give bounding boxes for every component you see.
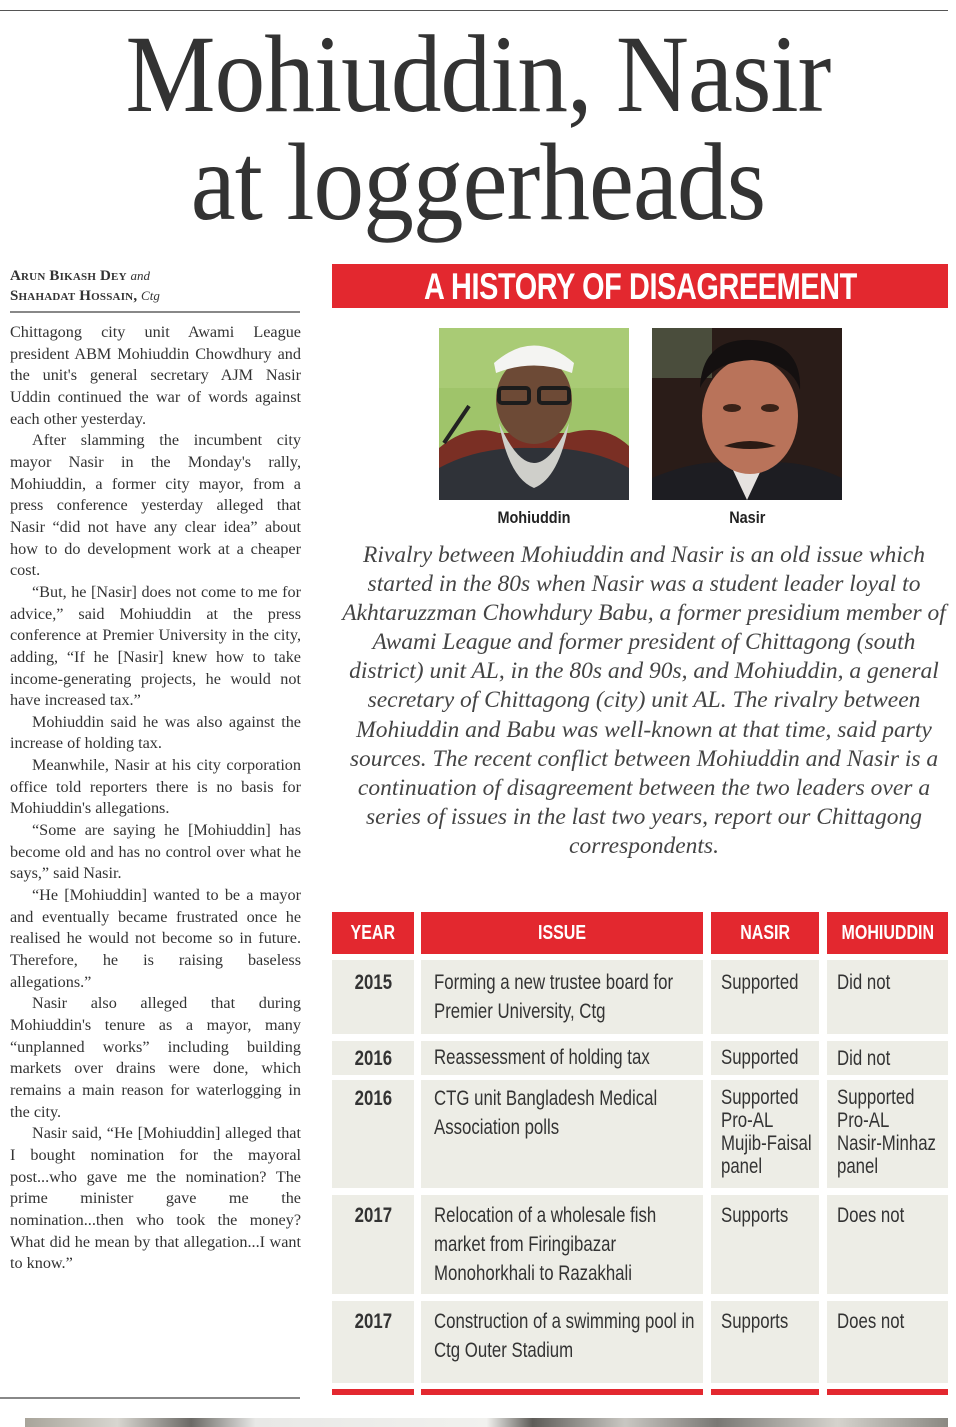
table-row-0-nasir bbox=[711, 960, 819, 1034]
table-row-4-year bbox=[332, 1301, 414, 1383]
photo-nasir bbox=[652, 328, 842, 500]
article-paragraph: Nasir also alleged that during Mohiuddin's tenure as a mayor, many “unplanned works” including building markets over drains were done, which remains a main reason for waterlogging in the city. bbox=[10, 994, 301, 1121]
byline-divider bbox=[10, 311, 300, 313]
table-row-4-nasir bbox=[711, 1301, 819, 1383]
caption-text: Nasir bbox=[728, 508, 766, 527]
header-mohiuddin bbox=[827, 912, 948, 954]
table-footer-bar bbox=[332, 1389, 414, 1395]
issue-text: Forming a new trustee board for bbox=[434, 971, 674, 994]
stance-text: panel bbox=[837, 1155, 879, 1178]
sidebar-intro: Rivalry between Mohiuddin and Nasir is an old issue which started in the 80s when Nasir was a student leader loyal to Akhtaruzzman Chowhdury Babu, a former presidium member of Awami League and former president of Chittagong (south district) unit AL, in the 80s and 90s, and Mohiuddin, a general secretary of Chittagong (city) unit AL. The rivalry between Mohiuddin and Babu was well-known at that time, said party sources. The recent conflict between Mohiuddin and Nasir is a continuation of disagreement between the two leaders over a series of issues in the last two years, report our Chittagong correspondents. bbox=[342, 542, 946, 859]
issue-text: Ctg Outer Stadium bbox=[434, 1339, 574, 1362]
table-row-0-mohiuddin bbox=[827, 960, 948, 1034]
stance-text: Supported bbox=[837, 1086, 915, 1109]
table-row-3-mohiuddin bbox=[827, 1195, 948, 1294]
byline-location: Ctg bbox=[141, 288, 160, 303]
byline-conjunction: and bbox=[130, 268, 150, 283]
year-value: 2016 bbox=[354, 1087, 392, 1110]
stance-text: Supported bbox=[721, 1046, 799, 1069]
article-paragraph: Chittagong city unit Awami League president ABM Mohiuddin Chowdhury and the unit's general secretary AJM Nasir Uddin continued the war of words against each other yesterday. bbox=[10, 323, 301, 428]
photo-caption-mohiuddin bbox=[439, 508, 629, 528]
issue-text: Premier University, Ctg bbox=[434, 1000, 606, 1023]
stance-text: Supported bbox=[721, 971, 799, 994]
issue-text: market from Firingibazar bbox=[434, 1233, 617, 1256]
issue-text: Reassessment of holding tax bbox=[434, 1046, 650, 1069]
article-end-divider bbox=[0, 1397, 300, 1399]
stance-text: panel bbox=[721, 1155, 763, 1178]
table-row-2-nasir bbox=[711, 1080, 819, 1188]
table-row-3-year bbox=[332, 1195, 414, 1294]
sidebar-banner bbox=[332, 264, 948, 308]
article-paragraph: Mohiuddin said he was also against the increase of holding tax. bbox=[10, 712, 301, 753]
header-year bbox=[332, 912, 414, 954]
header-label: MOHIUDDIN bbox=[841, 922, 934, 944]
next-story-photo-strip bbox=[25, 1418, 948, 1427]
portrait-photo-icon bbox=[439, 328, 629, 500]
table-row-1-mohiuddin bbox=[827, 1041, 948, 1075]
year-value: 2017 bbox=[354, 1204, 392, 1227]
header-label: NASIR bbox=[740, 922, 790, 944]
table-footer-bar bbox=[711, 1389, 819, 1395]
article-paragraph: After slamming the incumbent city mayor Nasir in the Monday's rally, Mohiuddin, a former city mayor, from a press conference yesterday alleged that Nasir “did not have any clear idea” about how to do development work at a cheaper cost. bbox=[10, 431, 301, 580]
banner-title: A HISTORY OF DISAGREEMENT bbox=[423, 266, 857, 307]
table-row-4-issue bbox=[421, 1301, 703, 1383]
table-row-0-issue bbox=[421, 960, 703, 1034]
article-paragraph: Meanwhile, Nasir at his city corporation office told reporters there is no basis for Mohiuddin's allegations. bbox=[10, 756, 301, 818]
year-value: 2017 bbox=[354, 1310, 392, 1333]
table-row-3-nasir bbox=[711, 1195, 819, 1294]
photo-mohiuddin bbox=[439, 328, 629, 500]
header-label: YEAR bbox=[350, 922, 396, 944]
article-paragraph: Nasir said, “He [Mohiuddin] alleged that I bought nomination for the mayoral post...who gave me the nomination? The prime minister gave me the nomination...then who took the money? What did he mean by that allegation...I want to know.” bbox=[10, 1124, 301, 1273]
stance-text: Pro-AL bbox=[721, 1109, 774, 1132]
issue-text: CTG unit Bangladesh Medical bbox=[434, 1087, 658, 1110]
table-row-2-issue bbox=[421, 1080, 703, 1188]
year-value: 2016 bbox=[354, 1047, 392, 1070]
top-rule bbox=[0, 10, 948, 11]
article-body bbox=[10, 322, 301, 1275]
table-row-4-mohiuddin bbox=[827, 1301, 948, 1383]
table-row-1-nasir bbox=[711, 1041, 819, 1075]
caption-text: Mohiuddin bbox=[497, 508, 571, 527]
stance-text: Mujib-Faisal bbox=[721, 1132, 812, 1155]
stance-text: Supported bbox=[721, 1086, 799, 1109]
stance-text: Does not bbox=[837, 1310, 905, 1333]
byline bbox=[10, 266, 300, 306]
header-issue bbox=[421, 912, 703, 954]
header-nasir bbox=[711, 912, 819, 954]
table-row-1-year bbox=[332, 1041, 414, 1075]
author-2: Shahadat Hossain, bbox=[10, 288, 138, 304]
stance-text: Did not bbox=[837, 971, 891, 994]
article-paragraph: “Some are saying he [Mohiuddin] has become old and has no control over what he says,” said Nasir. bbox=[10, 821, 301, 883]
stance-text: Nasir-Minhaz bbox=[837, 1132, 936, 1155]
stance-text: Supports bbox=[721, 1204, 789, 1227]
table-row-0-year bbox=[332, 960, 414, 1034]
portrait-photo-icon bbox=[652, 328, 842, 500]
table-row-1-issue bbox=[421, 1041, 703, 1075]
headline-line-1: Mohiuddin, Nasir bbox=[125, 13, 831, 135]
author-1: Arun Bikash Dey bbox=[10, 268, 127, 284]
issue-text: Monohorkhali to Razakhali bbox=[434, 1262, 632, 1285]
table-row-3-issue bbox=[421, 1195, 703, 1294]
stance-text: Did not bbox=[837, 1047, 891, 1070]
article-paragraph: “But, he [Nasir] does not come to me for advice,” said Mohiuddin at the press conference at Premier University in the city, adding, “If he [Nasir] knew how to take income-generating projects, he would not have increased tax.” bbox=[10, 582, 301, 710]
stance-text: Supports bbox=[721, 1310, 789, 1333]
table-footer-bar bbox=[827, 1389, 948, 1395]
year-value: 2015 bbox=[354, 971, 392, 994]
table-row-2-year bbox=[332, 1080, 414, 1188]
header-label: ISSUE bbox=[537, 922, 587, 944]
issue-text: Association polls bbox=[434, 1116, 560, 1139]
issue-text: Relocation of a wholesale fish bbox=[434, 1204, 657, 1227]
headline bbox=[38, 13, 918, 243]
issue-text: Construction of a swimming pool in bbox=[434, 1310, 695, 1333]
stance-text: Pro-AL bbox=[837, 1109, 890, 1132]
headline-line-2: at loggerheads bbox=[190, 121, 766, 243]
photo-caption-nasir bbox=[652, 508, 842, 528]
stance-text: Does not bbox=[837, 1204, 905, 1227]
article-paragraph: “He [Mohiuddin] wanted to be a mayor and eventually became frustrated once he realised he would not become so in future. Therefore, he is raising baseless allegations.” bbox=[10, 886, 301, 991]
table-footer-bar bbox=[421, 1389, 703, 1395]
table-row-2-mohiuddin bbox=[827, 1080, 948, 1188]
